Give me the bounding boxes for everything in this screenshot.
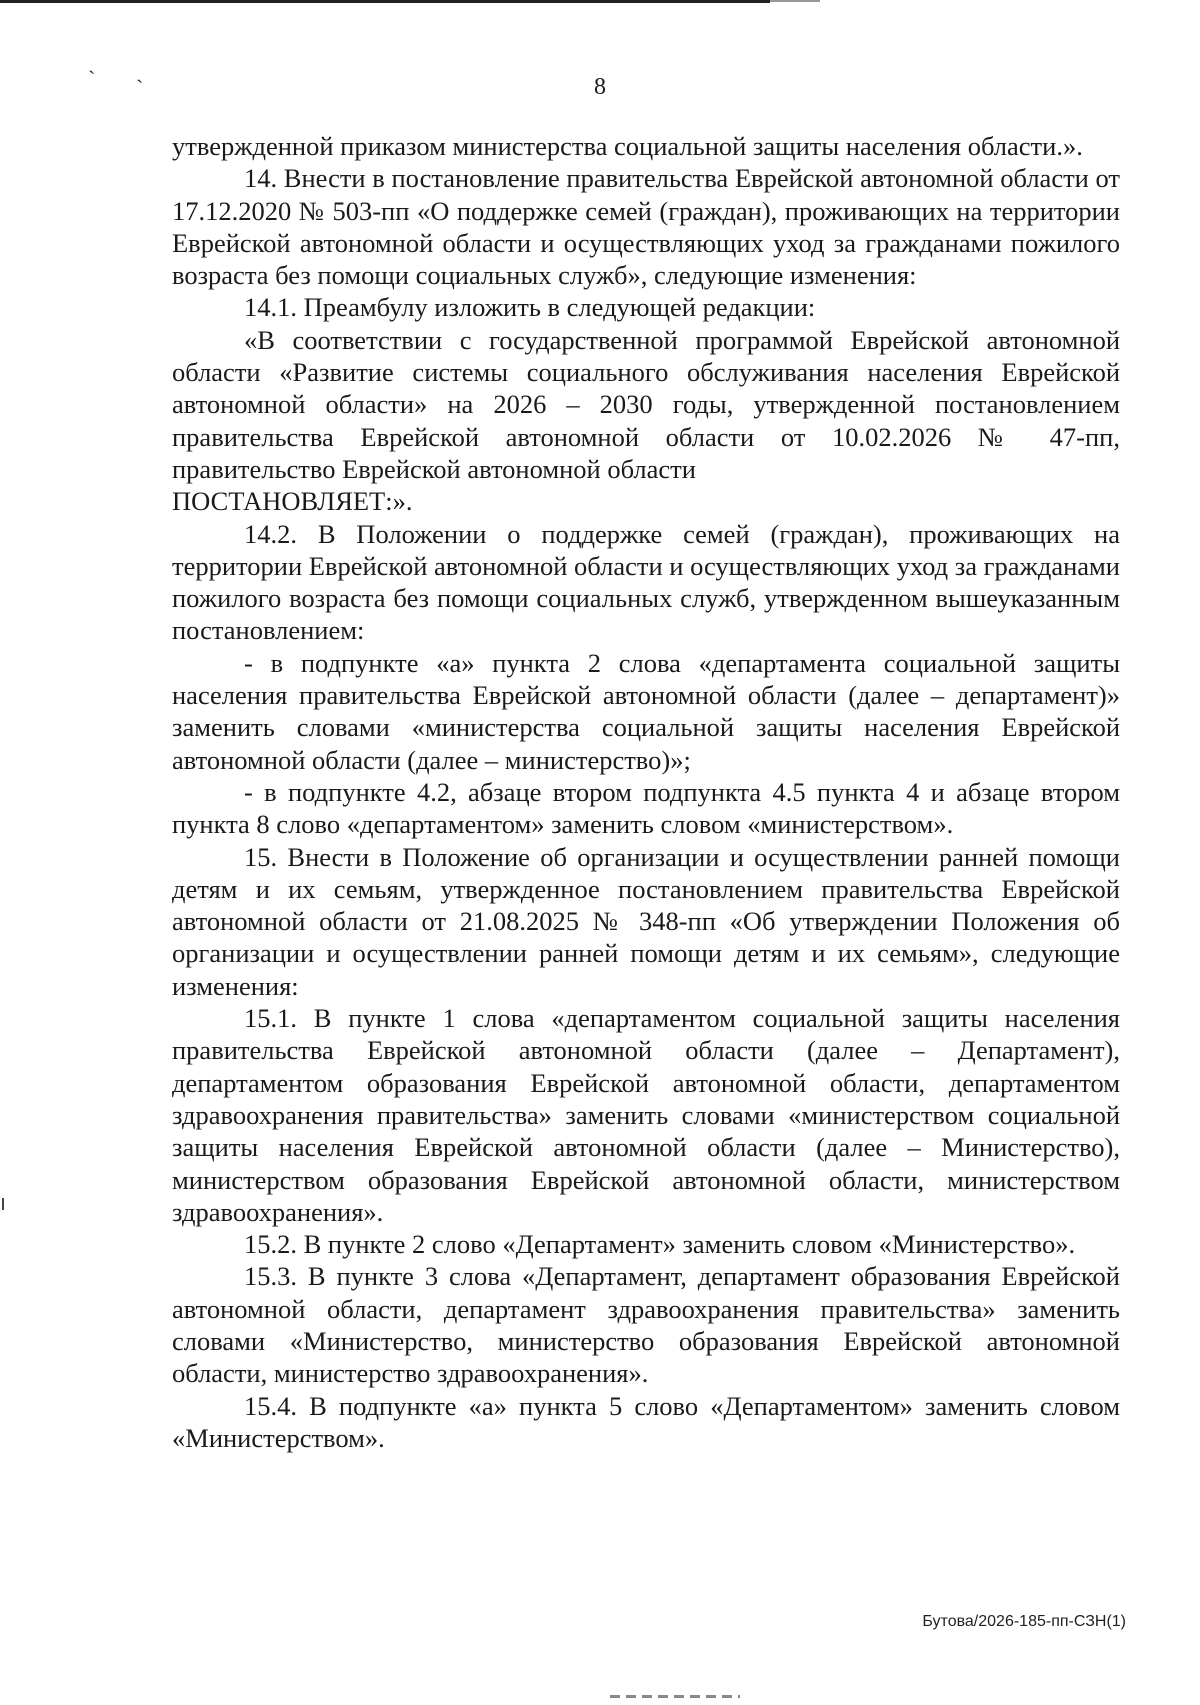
paragraph-continuation: утвержденной приказом министерства социальной защиты населения области.». (172, 131, 1083, 161)
paragraph-item-15-1: 15.1. В пункте 1 слова «департаментом социальной защиты населения правительства Еврейской автономной области (далее – Департамент), департаментом образования Еврейской автономной области, департаментом здравоохранения правительства» заменить словами «министерством социальной защиты населения Еврейской автономной области (далее – Министерство), министерством образования Еврейской автономной области, министерством здравоохранения». (172, 1003, 1120, 1227)
scan-top-edge-faint (770, 0, 820, 2)
scan-bottom-smudge (610, 1695, 740, 1698)
scan-top-edge (0, 0, 770, 3)
paragraph-dash-1: - в подпункте «а» пункта 2 слова «департамента социальной защиты населения правительства Еврейской автономной области (далее – департамент)» заменить словами «министерства социальной защиты населения Еврейской автономной области (далее – министерство)»; (172, 647, 1120, 775)
paragraph-resolves: ПОСТАНОВЛЯЕТ:». (172, 486, 413, 517)
paragraph-preamble: «В соответствии с государственной программой Еврейской автономной области «Развитие системы социального обслуживания населения Еврейской автономной области» на 2026 – 2030 годы, утвержденной постановлением правительства Еврейской автономной области от 10.02.2026 № 47-пп, правительство Еврейской автономной области (172, 324, 1120, 484)
scan-speck: ˴ (88, 56, 96, 81)
scan-speck: ˏ (136, 58, 144, 83)
document-body (172, 130, 1120, 1454)
scan-side-tick (2, 1198, 4, 1210)
paragraph-item-15-2: 15.2. В пункте 2 слово «Департамент» заменить словом «Министерство». (244, 1229, 1076, 1260)
document-footer-code: Бутова/2026-185-пп-СЗН(1) (922, 1613, 1126, 1630)
paragraph-item-14-1: 14.1. Преамбулу изложить в следующей редакции: (244, 292, 816, 323)
paragraph-item-14-2: 14.2. В Положении о поддержке семей (граждан), проживающих на территории Еврейской автономной области и осуществляющих уход за гражданами пожилого возраста без помощи социальных служб, утвержденном вышеуказанным постановлением: (172, 518, 1120, 646)
paragraph-dash-2: - в подпункте 4.2, абзаце втором подпункта 4.5 пункта 4 и абзаце втором пункта 8 слово «департаментом» заменить словом «министерством». (172, 776, 1120, 840)
paragraph-item-15-4: 15.4. В подпункте «а» пункта 5 слово «Департаментом» заменить словом «Министерством». (172, 1390, 1120, 1453)
page-number: 8 (594, 74, 606, 100)
paragraph-item-15: 15. Внести в Положение об организации и осуществлении ранней помощи детям и их семьям, утвержденное постановлением правительства Еврейской автономной области от 21.08.2025 № 348-пп «Об утверждении Положения об организации и осуществлении ранней помощи детям и их семьям», следующие изменения: (172, 841, 1120, 1001)
paragraph-item-15-3: 15.3. В пункте 3 слова «Департамент, департамент образования Еврейской автономной области, департамент здравоохранения правительства» заменить словами «Министерство, министерство образования Еврейской автономной области, министерство здравоохранения». (172, 1261, 1120, 1389)
paragraph-item-14: 14. Внести в постановление правительства Еврейской автономной области от 17.12.2020 № 503-пп «О поддержке семей (граждан), проживающих на территории Еврейской автономной области и осуществляющих уход за гражданами пожилого возраста без помощи социальных служб», следующие изменения: (172, 163, 1120, 291)
